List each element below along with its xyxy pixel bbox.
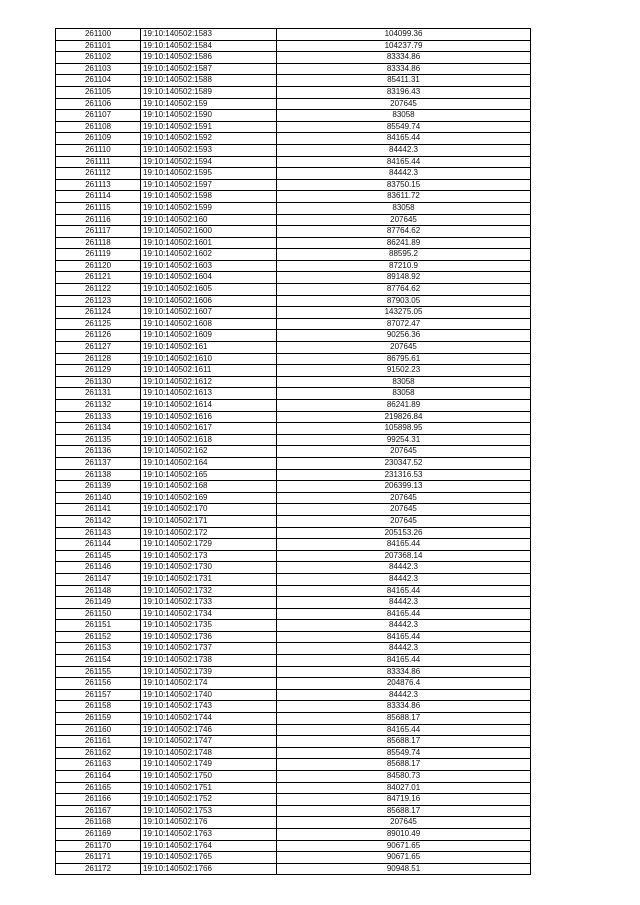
table-row [56,631,531,643]
row-id-cell: 261113 [56,179,141,191]
row-id-cell: 261101 [56,40,141,52]
value-cell: 87764.62 [277,226,531,238]
cadastral-number-cell: 19:10:140502:1595 [141,168,277,180]
row-id-cell: 261106 [56,98,141,110]
table-row [56,585,531,597]
cadastral-number-cell: 19:10:140502:1731 [141,573,277,585]
cadastral-number-cell: 19:10:140502:1605 [141,284,277,296]
value-cell: 83750.15 [277,179,531,191]
cadastral-number-cell: 19:10:140502:165 [141,469,277,481]
row-id-cell: 261166 [56,794,141,806]
cadastral-number-cell: 19:10:140502:1766 [141,863,277,875]
value-cell: 206399.13 [277,481,531,493]
value-cell: 84442.3 [277,643,531,655]
value-cell: 89148.92 [277,272,531,284]
cadastral-number-cell: 19:10:140502:161 [141,342,277,354]
cadastral-number-cell: 19:10:140502:1607 [141,307,277,319]
table-row [56,411,531,423]
row-id-cell: 261139 [56,481,141,493]
table-row [56,805,531,817]
table-row [56,666,531,678]
table-row [56,365,531,377]
row-id-cell: 261137 [56,457,141,469]
table-row [56,237,531,249]
value-cell: 219826.84 [277,411,531,423]
table-row [56,249,531,261]
table-row [56,539,531,551]
table-row [56,840,531,852]
table-row [56,817,531,829]
value-cell: 105898.95 [277,423,531,435]
cadastral-number-cell: 19:10:140502:160 [141,214,277,226]
table-row [56,852,531,864]
cadastral-number-cell: 19:10:140502:1612 [141,376,277,388]
row-id-cell: 261143 [56,527,141,539]
value-cell: 85688.17 [277,713,531,725]
value-cell: 84165.44 [277,631,531,643]
row-id-cell: 261163 [56,759,141,771]
row-id-cell: 261151 [56,620,141,632]
cadastral-number-cell: 19:10:140502:1763 [141,828,277,840]
table-row [56,446,531,458]
row-id-cell: 261146 [56,562,141,574]
value-cell: 83334.86 [277,666,531,678]
table-row [56,759,531,771]
table-row [56,260,531,272]
table-row [56,98,531,110]
row-id-cell: 261125 [56,318,141,330]
value-cell: 85549.74 [277,747,531,759]
value-cell: 207645 [277,214,531,226]
cadastral-number-cell: 19:10:140502:1614 [141,400,277,412]
row-id-cell: 261105 [56,86,141,98]
table-row [56,191,531,203]
cadastral-number-cell: 19:10:140502:1753 [141,805,277,817]
row-id-cell: 261122 [56,284,141,296]
value-cell: 87903.05 [277,295,531,307]
row-id-cell: 261110 [56,144,141,156]
value-cell: 90948.51 [277,863,531,875]
row-id-cell: 261169 [56,828,141,840]
row-id-cell: 261155 [56,666,141,678]
cadastral-number-cell: 19:10:140502:1590 [141,110,277,122]
row-id-cell: 261127 [56,342,141,354]
row-id-cell: 261126 [56,330,141,342]
row-id-cell: 261134 [56,423,141,435]
row-id-cell: 261160 [56,724,141,736]
value-cell: 84442.3 [277,168,531,180]
value-cell: 83196.43 [277,86,531,98]
cadastral-number-cell: 19:10:140502:1606 [141,295,277,307]
value-cell: 104237.79 [277,40,531,52]
value-cell: 84165.44 [277,655,531,667]
row-id-cell: 261141 [56,504,141,516]
row-id-cell: 261123 [56,295,141,307]
cadastral-number-cell: 19:10:140502:168 [141,481,277,493]
row-id-cell: 261156 [56,678,141,690]
cadastral-number-cell: 19:10:140502:1608 [141,318,277,330]
value-cell: 104099.36 [277,29,531,41]
value-cell: 84442.3 [277,144,531,156]
row-id-cell: 261136 [56,446,141,458]
table-row [56,179,531,191]
value-cell: 83058 [277,110,531,122]
table-body [56,29,531,875]
value-cell: 83058 [277,202,531,214]
row-id-cell: 261144 [56,539,141,551]
row-id-cell: 261107 [56,110,141,122]
row-id-cell: 261100 [56,29,141,41]
cadastral-number-cell: 19:10:140502:1592 [141,133,277,145]
table-row [56,144,531,156]
value-cell: 84442.3 [277,597,531,609]
value-cell: 90671.65 [277,840,531,852]
cadastral-number-cell: 19:10:140502:1737 [141,643,277,655]
cadastral-number-cell: 19:10:140502:1739 [141,666,277,678]
value-cell: 91502.23 [277,365,531,377]
table-row [56,724,531,736]
value-cell: 83334.86 [277,701,531,713]
cadastral-number-cell: 19:10:140502:1594 [141,156,277,168]
table-row [56,655,531,667]
cadastral-number-cell: 19:10:140502:1593 [141,144,277,156]
cadastral-number-cell: 19:10:140502:1732 [141,585,277,597]
row-id-cell: 261142 [56,515,141,527]
cadastral-number-cell: 19:10:140502:1588 [141,75,277,87]
value-cell: 85549.74 [277,121,531,133]
value-cell: 84165.44 [277,724,531,736]
table-row [56,376,531,388]
cadastral-number-cell: 19:10:140502:171 [141,515,277,527]
row-id-cell: 261148 [56,585,141,597]
cadastral-number-cell: 19:10:140502:1733 [141,597,277,609]
value-cell: 83334.86 [277,63,531,75]
value-cell: 99254.31 [277,434,531,446]
cadastral-number-cell: 19:10:140502:1601 [141,237,277,249]
table-row [56,863,531,875]
row-id-cell: 261170 [56,840,141,852]
value-cell: 86795.61 [277,353,531,365]
value-cell: 207645 [277,504,531,516]
table-row [56,272,531,284]
row-id-cell: 261164 [56,771,141,783]
cadastral-number-cell: 19:10:140502:1602 [141,249,277,261]
value-cell: 87072.47 [277,318,531,330]
row-id-cell: 261109 [56,133,141,145]
cadastral-number-cell: 19:10:140502:1736 [141,631,277,643]
cadastral-number-cell: 19:10:140502:1752 [141,794,277,806]
row-id-cell: 261157 [56,689,141,701]
cadastral-number-cell: 19:10:140502:1740 [141,689,277,701]
row-id-cell: 261154 [56,655,141,667]
cadastral-number-cell: 19:10:140502:1609 [141,330,277,342]
row-id-cell: 261152 [56,631,141,643]
cadastral-number-cell: 19:10:140502:1597 [141,179,277,191]
row-id-cell: 261131 [56,388,141,400]
table-row [56,457,531,469]
value-cell: 83058 [277,376,531,388]
value-cell: 84442.3 [277,689,531,701]
table-row [56,527,531,539]
cadastral-number-cell: 19:10:140502:1743 [141,701,277,713]
table-row [56,492,531,504]
cadastral-number-cell: 19:10:140502:172 [141,527,277,539]
value-cell: 84165.44 [277,585,531,597]
table-row [56,168,531,180]
value-cell: 230347.52 [277,457,531,469]
value-cell: 207368.14 [277,550,531,562]
value-cell: 84719.16 [277,794,531,806]
cadastral-number-cell: 19:10:140502:1735 [141,620,277,632]
cadastral-number-cell: 19:10:140502:1587 [141,63,277,75]
value-cell: 84442.3 [277,562,531,574]
cadastral-number-cell: 19:10:140502:170 [141,504,277,516]
cadastral-number-cell: 19:10:140502:1764 [141,840,277,852]
table-row [56,156,531,168]
table-row [56,423,531,435]
cadastral-number-cell: 19:10:140502:174 [141,678,277,690]
value-cell: 207645 [277,342,531,354]
row-id-cell: 261150 [56,608,141,620]
row-id-cell: 261172 [56,863,141,875]
row-id-cell: 261135 [56,434,141,446]
row-id-cell: 261120 [56,260,141,272]
cadastral-number-cell: 19:10:140502:1734 [141,608,277,620]
row-id-cell: 261167 [56,805,141,817]
table-row [56,29,531,41]
cadastral-number-cell: 19:10:140502:1583 [141,29,277,41]
value-cell: 85688.17 [277,805,531,817]
table-row [56,400,531,412]
table-row [56,284,531,296]
value-cell: 84027.01 [277,782,531,794]
value-cell: 143275.05 [277,307,531,319]
value-cell: 84442.3 [277,620,531,632]
value-cell: 204876.4 [277,678,531,690]
row-id-cell: 261108 [56,121,141,133]
cadastral-number-cell: 19:10:140502:1598 [141,191,277,203]
table-row [56,75,531,87]
row-id-cell: 261116 [56,214,141,226]
value-cell: 207645 [277,446,531,458]
row-id-cell: 261133 [56,411,141,423]
table-row [56,202,531,214]
cadastral-number-cell: 19:10:140502:1750 [141,771,277,783]
cadastral-number-cell: 19:10:140502:1611 [141,365,277,377]
table-row [56,469,531,481]
cadastral-number-cell: 19:10:140502:1586 [141,52,277,64]
cadastral-number-cell: 19:10:140502:1599 [141,202,277,214]
table-row [56,86,531,98]
value-cell: 84165.44 [277,608,531,620]
value-cell: 207645 [277,98,531,110]
cadastral-number-cell: 19:10:140502:1591 [141,121,277,133]
row-id-cell: 261161 [56,736,141,748]
cadastral-number-cell: 19:10:140502:1751 [141,782,277,794]
table-row [56,701,531,713]
value-cell: 205153.26 [277,527,531,539]
table-row [56,782,531,794]
table-row [56,515,531,527]
row-id-cell: 261132 [56,400,141,412]
table-row [56,608,531,620]
row-id-cell: 261103 [56,63,141,75]
row-id-cell: 261115 [56,202,141,214]
table-row [56,110,531,122]
cadastral-number-cell: 19:10:140502:1610 [141,353,277,365]
table-row [56,678,531,690]
row-id-cell: 261118 [56,237,141,249]
row-id-cell: 261140 [56,492,141,504]
value-cell: 85688.17 [277,736,531,748]
value-cell: 87210.9 [277,260,531,272]
cadastral-number-cell: 19:10:140502:162 [141,446,277,458]
value-cell: 84165.44 [277,133,531,145]
row-id-cell: 261111 [56,156,141,168]
table-row [56,52,531,64]
value-cell: 231316.53 [277,469,531,481]
cadastral-number-cell: 19:10:140502:159 [141,98,277,110]
value-cell: 87764.62 [277,284,531,296]
cadastral-number-cell: 19:10:140502:1738 [141,655,277,667]
row-id-cell: 261162 [56,747,141,759]
cadastral-number-cell: 19:10:140502:1616 [141,411,277,423]
table-row [56,747,531,759]
value-cell: 89010.49 [277,828,531,840]
cadastral-number-cell: 19:10:140502:1729 [141,539,277,551]
table-row [56,353,531,365]
row-id-cell: 261149 [56,597,141,609]
table-row [56,133,531,145]
table-row [56,481,531,493]
value-cell: 88595.2 [277,249,531,261]
table-row [56,597,531,609]
cadastral-number-cell: 19:10:140502:1613 [141,388,277,400]
table-row [56,330,531,342]
table-row [56,121,531,133]
row-id-cell: 261102 [56,52,141,64]
row-id-cell: 261153 [56,643,141,655]
table-row [56,550,531,562]
cadastral-number-cell: 19:10:140502:173 [141,550,277,562]
value-cell: 84442.3 [277,573,531,585]
data-table-sheet [55,28,531,875]
cadastral-number-cell: 19:10:140502:1744 [141,713,277,725]
cadastral-number-cell: 19:10:140502:1603 [141,260,277,272]
cadastral-number-cell: 19:10:140502:1747 [141,736,277,748]
value-cell: 90256.36 [277,330,531,342]
row-id-cell: 261124 [56,307,141,319]
table-row [56,434,531,446]
cadastral-number-cell: 19:10:140502:1746 [141,724,277,736]
row-id-cell: 261159 [56,713,141,725]
cadastral-number-cell: 19:10:140502:169 [141,492,277,504]
value-cell: 85688.17 [277,759,531,771]
row-id-cell: 261104 [56,75,141,87]
row-id-cell: 261129 [56,365,141,377]
row-id-cell: 261145 [56,550,141,562]
row-id-cell: 261114 [56,191,141,203]
table-row [56,388,531,400]
row-id-cell: 261130 [56,376,141,388]
row-id-cell: 261128 [56,353,141,365]
cadastral-number-cell: 19:10:140502:1604 [141,272,277,284]
row-id-cell: 261119 [56,249,141,261]
table-row [56,562,531,574]
table-row [56,295,531,307]
table-row [56,620,531,632]
cadastral-number-cell: 19:10:140502:1749 [141,759,277,771]
table-row [56,643,531,655]
value-cell: 83058 [277,388,531,400]
cadastral-number-cell: 19:10:140502:164 [141,457,277,469]
row-id-cell: 261168 [56,817,141,829]
value-cell: 85411.31 [277,75,531,87]
table-row [56,794,531,806]
cadastral-number-cell: 19:10:140502:1748 [141,747,277,759]
row-id-cell: 261121 [56,272,141,284]
cadastral-number-cell: 19:10:140502:1584 [141,40,277,52]
value-cell: 83334.86 [277,52,531,64]
value-cell: 90671.65 [277,852,531,864]
table-row [56,771,531,783]
cadastral-number-cell: 19:10:140502:1617 [141,423,277,435]
cadastral-number-cell: 19:10:140502:1589 [141,86,277,98]
value-cell: 207645 [277,515,531,527]
row-id-cell: 261171 [56,852,141,864]
value-cell: 86241.89 [277,237,531,249]
table-row [56,573,531,585]
cadastral-number-cell: 19:10:140502:1618 [141,434,277,446]
value-cell: 84165.44 [277,539,531,551]
row-id-cell: 261158 [56,701,141,713]
row-id-cell: 261117 [56,226,141,238]
cadastral-number-cell: 19:10:140502:176 [141,817,277,829]
cadastral-number-cell: 19:10:140502:1600 [141,226,277,238]
value-cell: 83611.72 [277,191,531,203]
table-row [56,342,531,354]
value-cell: 207645 [277,492,531,504]
row-id-cell: 261165 [56,782,141,794]
table-row [56,63,531,75]
row-id-cell: 261138 [56,469,141,481]
value-cell: 84165.44 [277,156,531,168]
value-cell: 84580.73 [277,771,531,783]
value-cell: 207645 [277,817,531,829]
value-cell: 86241.89 [277,400,531,412]
table-row [56,689,531,701]
table-row [56,828,531,840]
table-row [56,214,531,226]
table-row [56,226,531,238]
table-row [56,307,531,319]
table-row [56,504,531,516]
data-table [55,28,531,875]
row-id-cell: 261112 [56,168,141,180]
table-row [56,736,531,748]
table-row [56,40,531,52]
cadastral-number-cell: 19:10:140502:1765 [141,852,277,864]
table-row [56,318,531,330]
row-id-cell: 261147 [56,573,141,585]
table-row [56,713,531,725]
cadastral-number-cell: 19:10:140502:1730 [141,562,277,574]
